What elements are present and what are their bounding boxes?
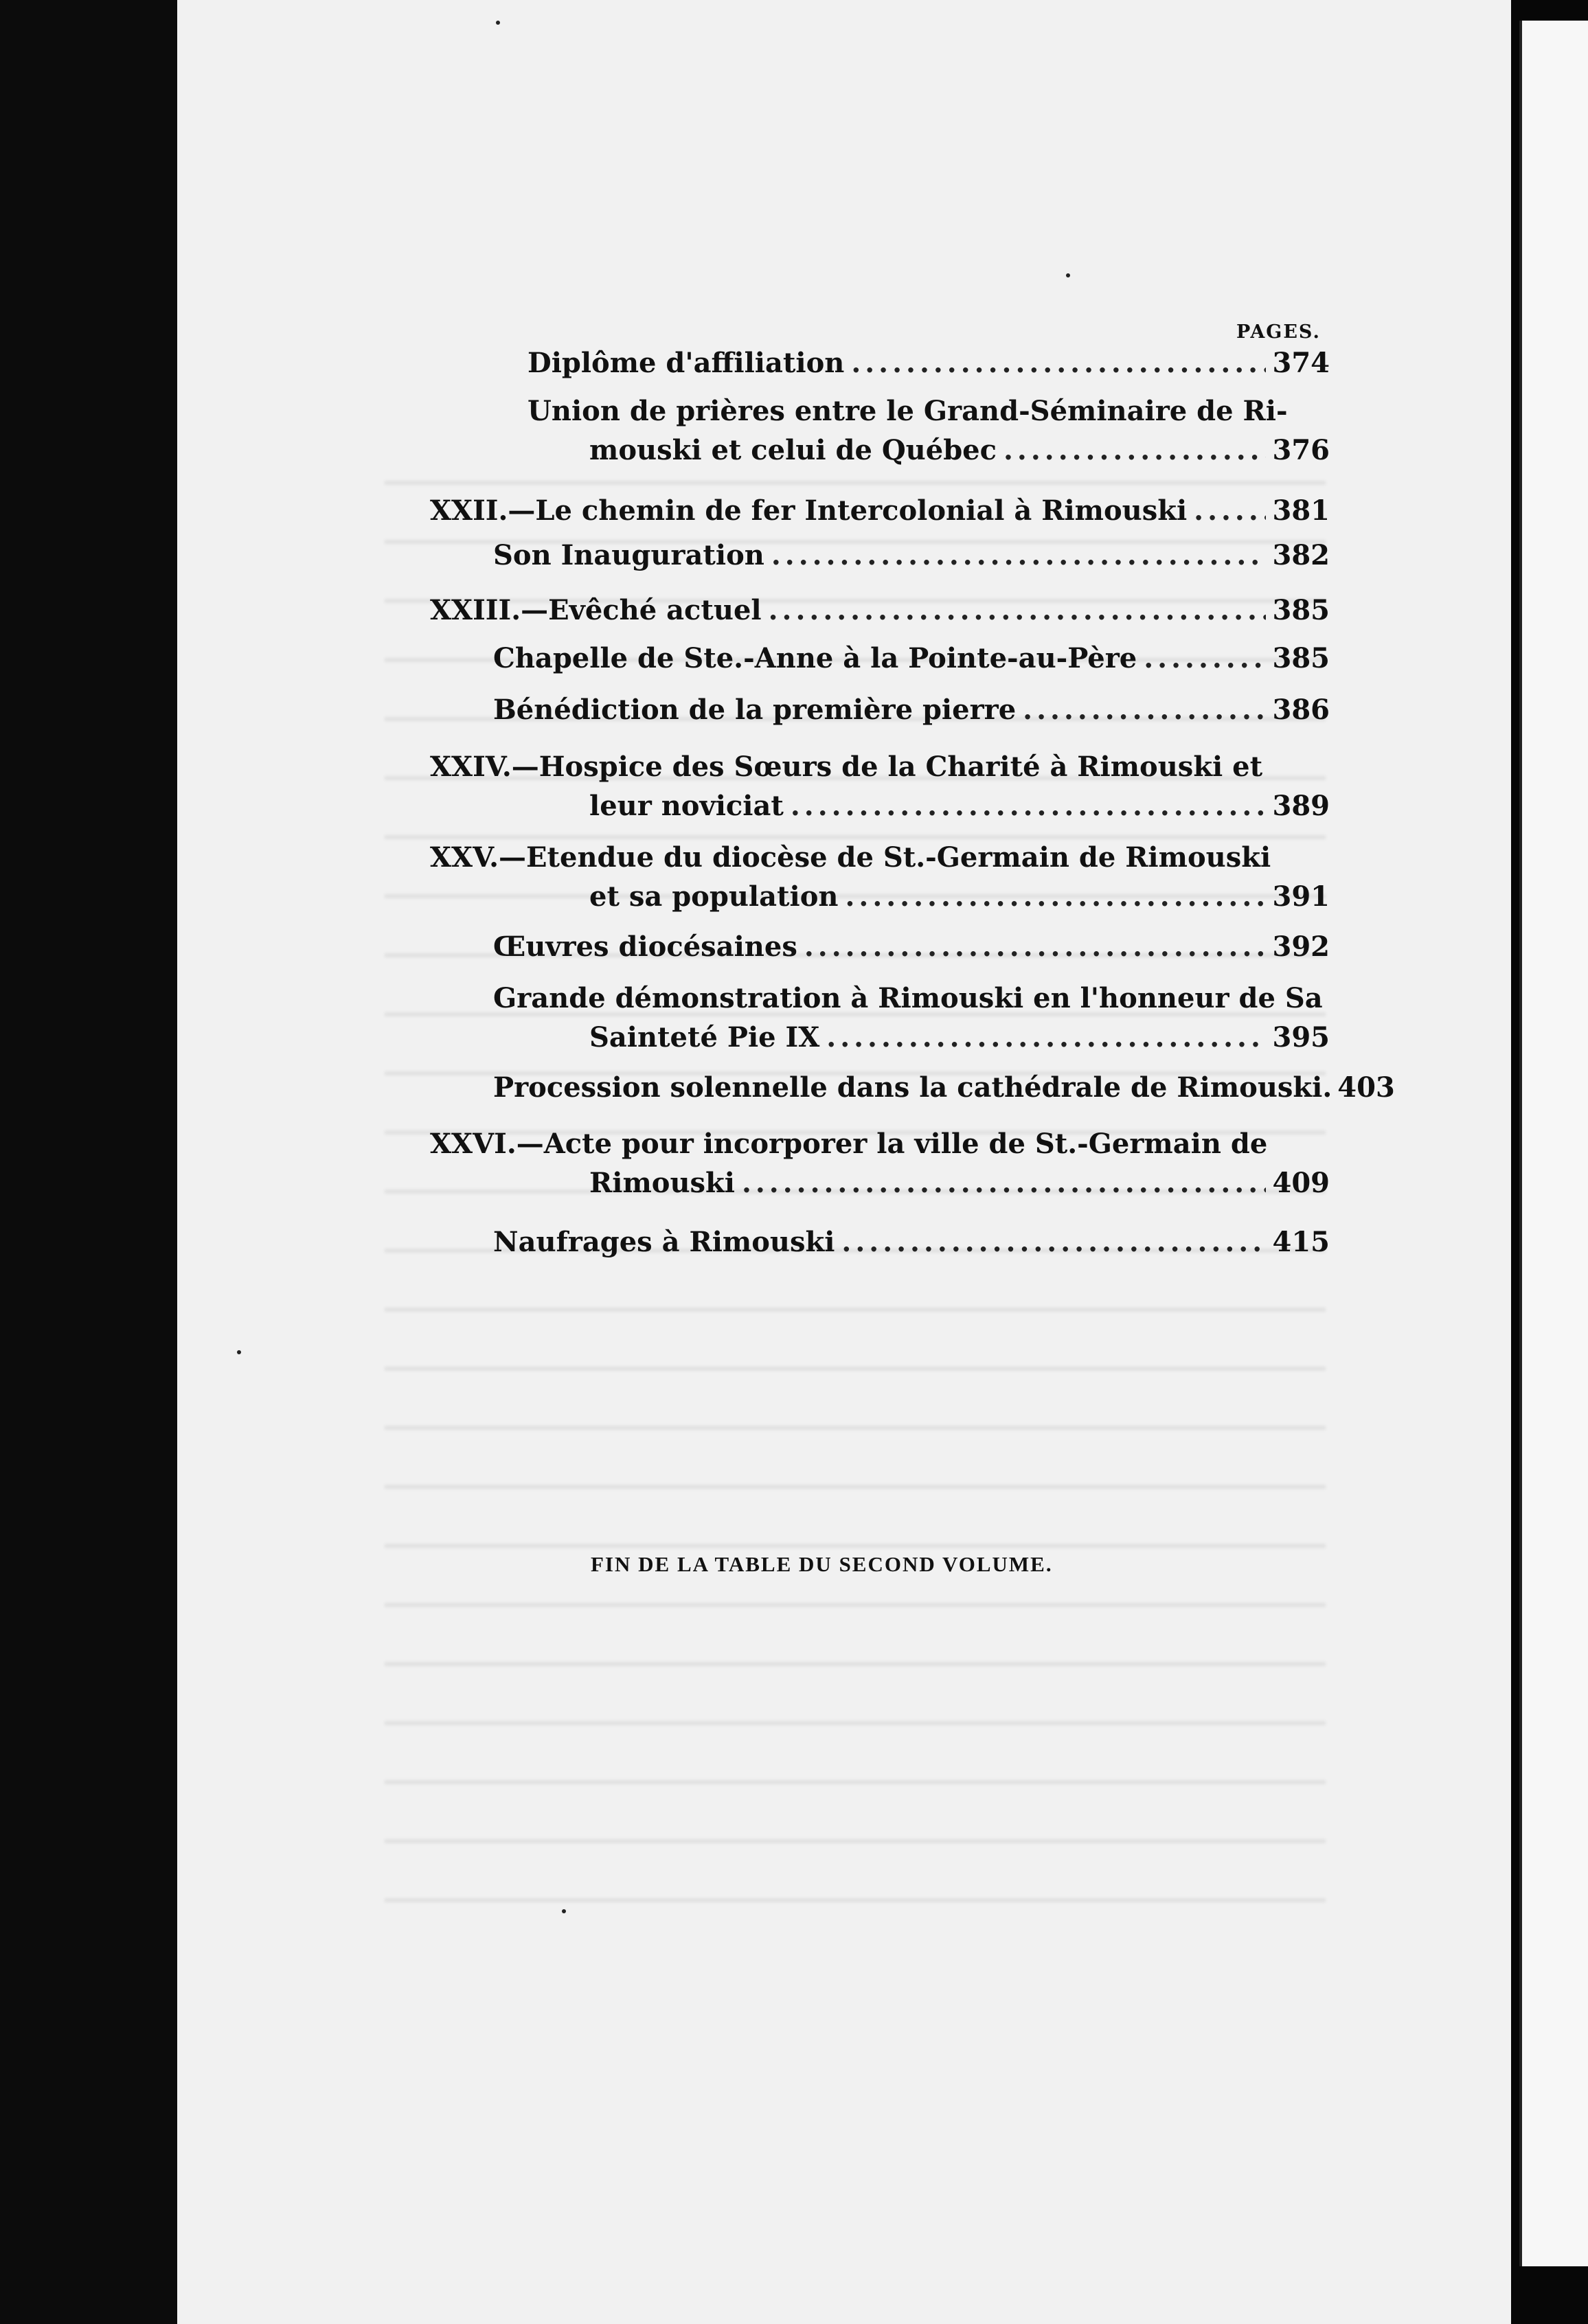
speck (562, 1909, 566, 1913)
toc-page-number: 386 (1272, 694, 1330, 726)
toc-title: Bénédiction de la première pierre (493, 694, 1017, 726)
dot-leader (851, 347, 1265, 379)
toc-entry (430, 494, 1330, 527)
toc-page-number: 392 (1272, 931, 1330, 963)
toc-line (589, 1167, 1330, 1199)
toc-page-number: 409 (1272, 1167, 1330, 1199)
toc-entry (493, 642, 1330, 674)
dot-leader (771, 539, 1266, 571)
toc-line (493, 1226, 1330, 1258)
toc-line (493, 642, 1330, 674)
toc-title-line: XXV.—Etendue du diocèse de St.-Germain de Rimouski (430, 841, 1271, 874)
toc-page-number: 391 (1272, 880, 1330, 913)
toc-page-number: 382 (1272, 539, 1330, 571)
dot-leader (769, 594, 1266, 626)
toc-title: XXII.—Le chemin de fer Intercolonial à Rimouski (430, 494, 1188, 527)
toc-page-number: 403 (1337, 1071, 1395, 1104)
toc-title-line: Union de prières entre le Grand-Séminaire de Ri- (528, 395, 1288, 427)
toc-entry (430, 841, 1330, 913)
toc-entry (430, 1128, 1330, 1199)
toc-entry (493, 1071, 1395, 1104)
speck (237, 1350, 241, 1354)
dot-leader (1003, 434, 1266, 466)
toc-title: Procession solennelle dans la cathédrale de Rimouski. (493, 1071, 1332, 1104)
toc-entry (493, 1226, 1330, 1258)
toc-line (493, 694, 1330, 726)
end-of-table-note: FIN DE LA TABLE DU SECOND VOLUME. (591, 1552, 1053, 1576)
dot-leader (804, 931, 1266, 963)
speck (1066, 273, 1070, 277)
toc-page-number: 376 (1272, 434, 1330, 466)
toc-page-number: 389 (1272, 790, 1330, 822)
toc-line (493, 931, 1330, 963)
toc-entry (430, 751, 1330, 822)
toc-title: XXIII.—Evêché actuel (430, 594, 762, 626)
toc-line (589, 880, 1330, 913)
toc-title: Rimouski (589, 1167, 735, 1199)
toc-title: Diplôme d'affiliation (528, 347, 845, 379)
toc-line (430, 494, 1330, 527)
toc-page-number: 395 (1272, 1021, 1330, 1053)
dot-leader (845, 880, 1265, 913)
toc-entry (528, 395, 1330, 466)
dot-leader (1144, 642, 1265, 674)
toc-title-line: XXVI.—Acte pour incorporer la ville de St.-Germain de (430, 1128, 1268, 1160)
toc-title: Œuvres diocésaines (493, 931, 797, 963)
toc-entry (493, 982, 1330, 1053)
toc-line (528, 347, 1330, 379)
toc-title: Son Inauguration (493, 539, 764, 571)
toc-page-number: 385 (1272, 642, 1330, 674)
dot-leader (826, 1021, 1265, 1053)
speck (496, 21, 500, 25)
toc-title: mouski et celui de Québec (589, 434, 997, 466)
dot-leader (841, 1226, 1265, 1258)
toc-page-number: 374 (1272, 347, 1330, 379)
dot-leader (742, 1167, 1266, 1199)
toc-line (493, 1071, 1395, 1104)
toc-line (589, 434, 1330, 466)
toc-entry (493, 931, 1330, 963)
toc-page-number: 415 (1272, 1226, 1330, 1258)
adjacent-page-edge (1519, 21, 1588, 2266)
toc-title-line: Grande démonstration à Rimouski en l'honneur de Sa (493, 982, 1323, 1014)
toc-entry (430, 594, 1330, 626)
scan-border-left (0, 0, 177, 2324)
toc-entry (493, 539, 1330, 571)
toc-page-number: 381 (1272, 494, 1330, 527)
dot-leader (791, 790, 1266, 822)
toc-line (589, 790, 1330, 822)
toc-entry (493, 694, 1330, 726)
toc-title: Chapelle de Ste.-Anne à la Pointe-au-Père (493, 642, 1137, 674)
dot-leader (1023, 694, 1265, 726)
toc-title: Sainteté Pie IX (589, 1021, 820, 1053)
toc-title-line: XXIV.—Hospice des Sœurs de la Charité à Rimouski et (430, 751, 1263, 783)
toc-title: et sa population (589, 880, 839, 913)
toc-line (589, 1021, 1330, 1053)
toc-title: leur noviciat (589, 790, 784, 822)
pages-column-label: PAGES. (1236, 321, 1321, 343)
toc-line (493, 539, 1330, 571)
toc-page-number: 385 (1272, 594, 1330, 626)
dot-leader (1194, 494, 1265, 527)
toc-line (430, 594, 1330, 626)
toc-title: Naufrages à Rimouski (493, 1226, 835, 1258)
toc-entry (528, 347, 1330, 379)
